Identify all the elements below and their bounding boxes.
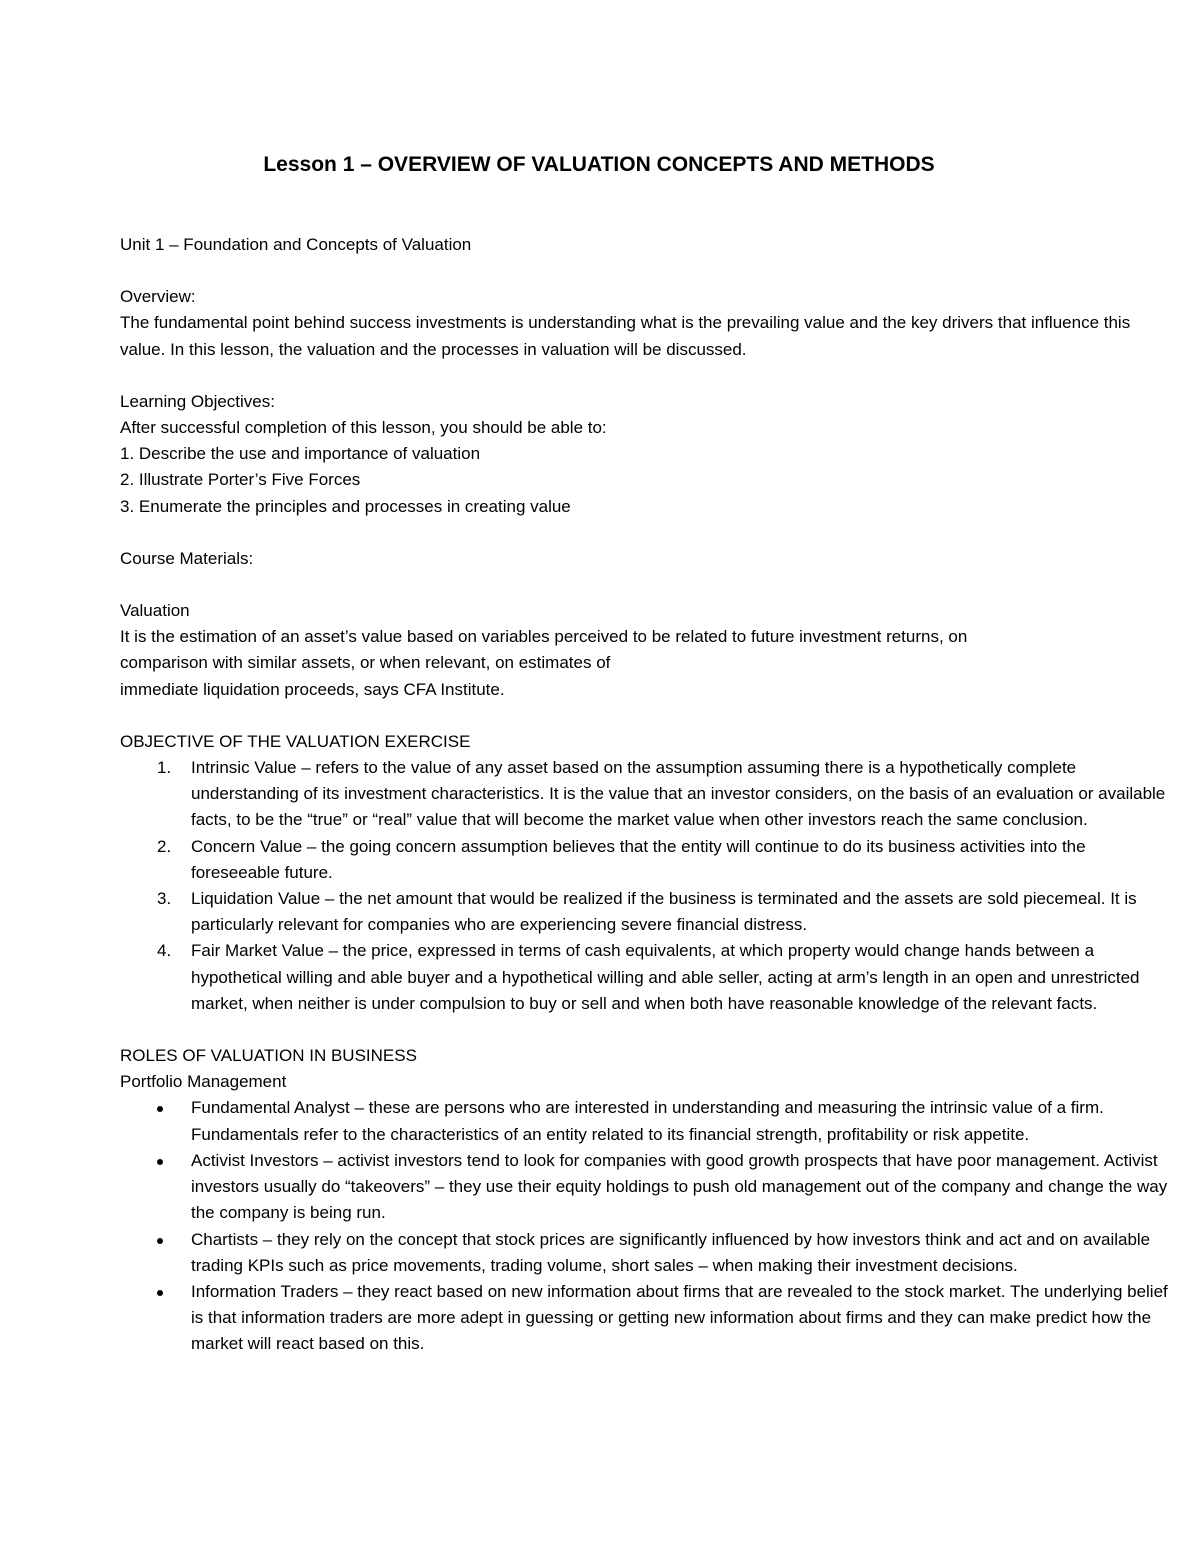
objective-item: 1. Describe the use and importance of valuation xyxy=(120,444,481,464)
list-item xyxy=(120,1095,1178,1147)
unit-heading: Unit 1 – Foundation and Concepts of Valuation xyxy=(120,235,472,254)
list-number: 3. xyxy=(157,889,172,909)
roles-subheading: Portfolio Management xyxy=(120,1072,287,1092)
list-item xyxy=(120,938,1178,1017)
list-item-text: Activist Investors – activist investors tend to look for companies with good growth prospects that have poor management. Activist investors usually do “takeovers” – they use their equity holdings to push old management out of the company and change the way the company is being run. xyxy=(191,1150,1168,1223)
roles-section xyxy=(120,1043,1178,1357)
spacer xyxy=(120,363,1178,389)
list-item xyxy=(120,755,1178,834)
overview-text: The fundamental point behind success investments is understanding what is the prevailing value and the key drivers that influence this value. In this lesson, the valuation and the processes in valuation will be discussed. xyxy=(120,313,1131,359)
list-item xyxy=(120,834,1178,886)
list-item-text: Information Traders – they react based on new information about firms that are revealed to the stock market. The underlying belief is that information traders are more adept in guessing or getting new information about firms and they can make predict how the market will react based on this. xyxy=(191,1281,1168,1354)
list-item-text: Liquidation Value – the net amount that would be realized if the business is terminated and the assets are sold piecemeal. It is particularly relevant for companies who are experiencing severe financial distress. xyxy=(191,889,1137,935)
list-item xyxy=(120,1279,1178,1358)
objective-item: 2. Illustrate Porter’s Five Forces xyxy=(120,470,361,490)
list-item-text: Fundamental Analyst – these are persons who are interested in understanding and measuring the intrinsic value of a firm. Fundamentals refer to the characteristics of an entity related to its financial strength, profitability or risk appetite. xyxy=(191,1098,1104,1144)
course-materials-heading: Course Materials: xyxy=(120,548,254,568)
list-item-text: Intrinsic Value – refers to the value of any asset based on the assumption assuming there is a hypothetically complete understanding of its investment characteristics. It is the value that an investor considers, on the basis of an evaluation or available facts, to be the “true” or “real” value that will become the market value when other investors reach the same conclusion. xyxy=(191,758,1166,830)
valuation-line: comparison with similar assets, or when relevant, on estimates of xyxy=(120,653,611,673)
objectives-heading: Learning Objectives: xyxy=(120,391,275,411)
list-item-text: Fair Market Value – the price, expressed in terms of cash equivalents, at which property would change hands between a hypothetical willing and able buyer and a hypothetical willing and able seller, acting at arm’s length in an open and unrestricted market, when neither is under compulsion to buy or sell and when both have reasonable knowledge of the relevant facts. xyxy=(191,941,1140,1013)
valuation-line: It is the estimation of an asset’s value based on variables perceived to be related to future investment returns, on xyxy=(120,627,968,647)
valuation-objective-section xyxy=(120,729,1178,1017)
overview-heading: Overview: xyxy=(120,287,196,307)
bullet-icon xyxy=(157,1238,163,1244)
valuation-heading: Valuation xyxy=(120,601,190,621)
list-item xyxy=(120,1227,1178,1279)
valuation-line: immediate liquidation proceeds, says CFA Institute. xyxy=(120,679,505,699)
learning-objectives-section xyxy=(120,389,1178,520)
bullet-icon xyxy=(157,1106,163,1112)
roles-list xyxy=(120,1095,1178,1357)
list-number: 2. xyxy=(157,836,172,856)
spacer xyxy=(120,520,1178,546)
valuation-objective-heading: OBJECTIVE OF THE VALUATION EXERCISE xyxy=(120,731,471,751)
roles-heading: ROLES OF VALUATION IN BUSINESS xyxy=(120,1046,417,1066)
valuation-objective-list xyxy=(120,755,1178,1017)
bullet-icon xyxy=(157,1290,163,1296)
objective-item: 3. Enumerate the principles and processes in creating value xyxy=(120,496,571,516)
spacer xyxy=(120,703,1178,729)
list-item-text: Chartists – they rely on the concept that stock prices are significantly influenced by how investors think and act and on available trading KPIs such as price movements, trading volume, short sales – when making their investment decisions. xyxy=(191,1229,1151,1275)
list-item-text: Concern Value – the going concern assumption believes that the entity will continue to do its business activities into the foreseeable future. xyxy=(191,836,1086,882)
spacer xyxy=(120,1017,1178,1043)
document-title: Lesson 1 – OVERVIEW OF VALUATION CONCEPTS AND METHODS xyxy=(263,153,935,176)
list-number: 1. xyxy=(157,758,172,778)
overview-section xyxy=(120,284,1178,363)
valuation-section xyxy=(120,598,1178,703)
list-item xyxy=(120,886,1178,938)
list-item xyxy=(120,1148,1178,1227)
spacer xyxy=(120,572,1178,598)
objectives-intro: After successful completion of this lesson, you should be able to: xyxy=(120,418,607,438)
bullet-icon xyxy=(157,1159,163,1165)
list-number: 4. xyxy=(157,941,172,961)
